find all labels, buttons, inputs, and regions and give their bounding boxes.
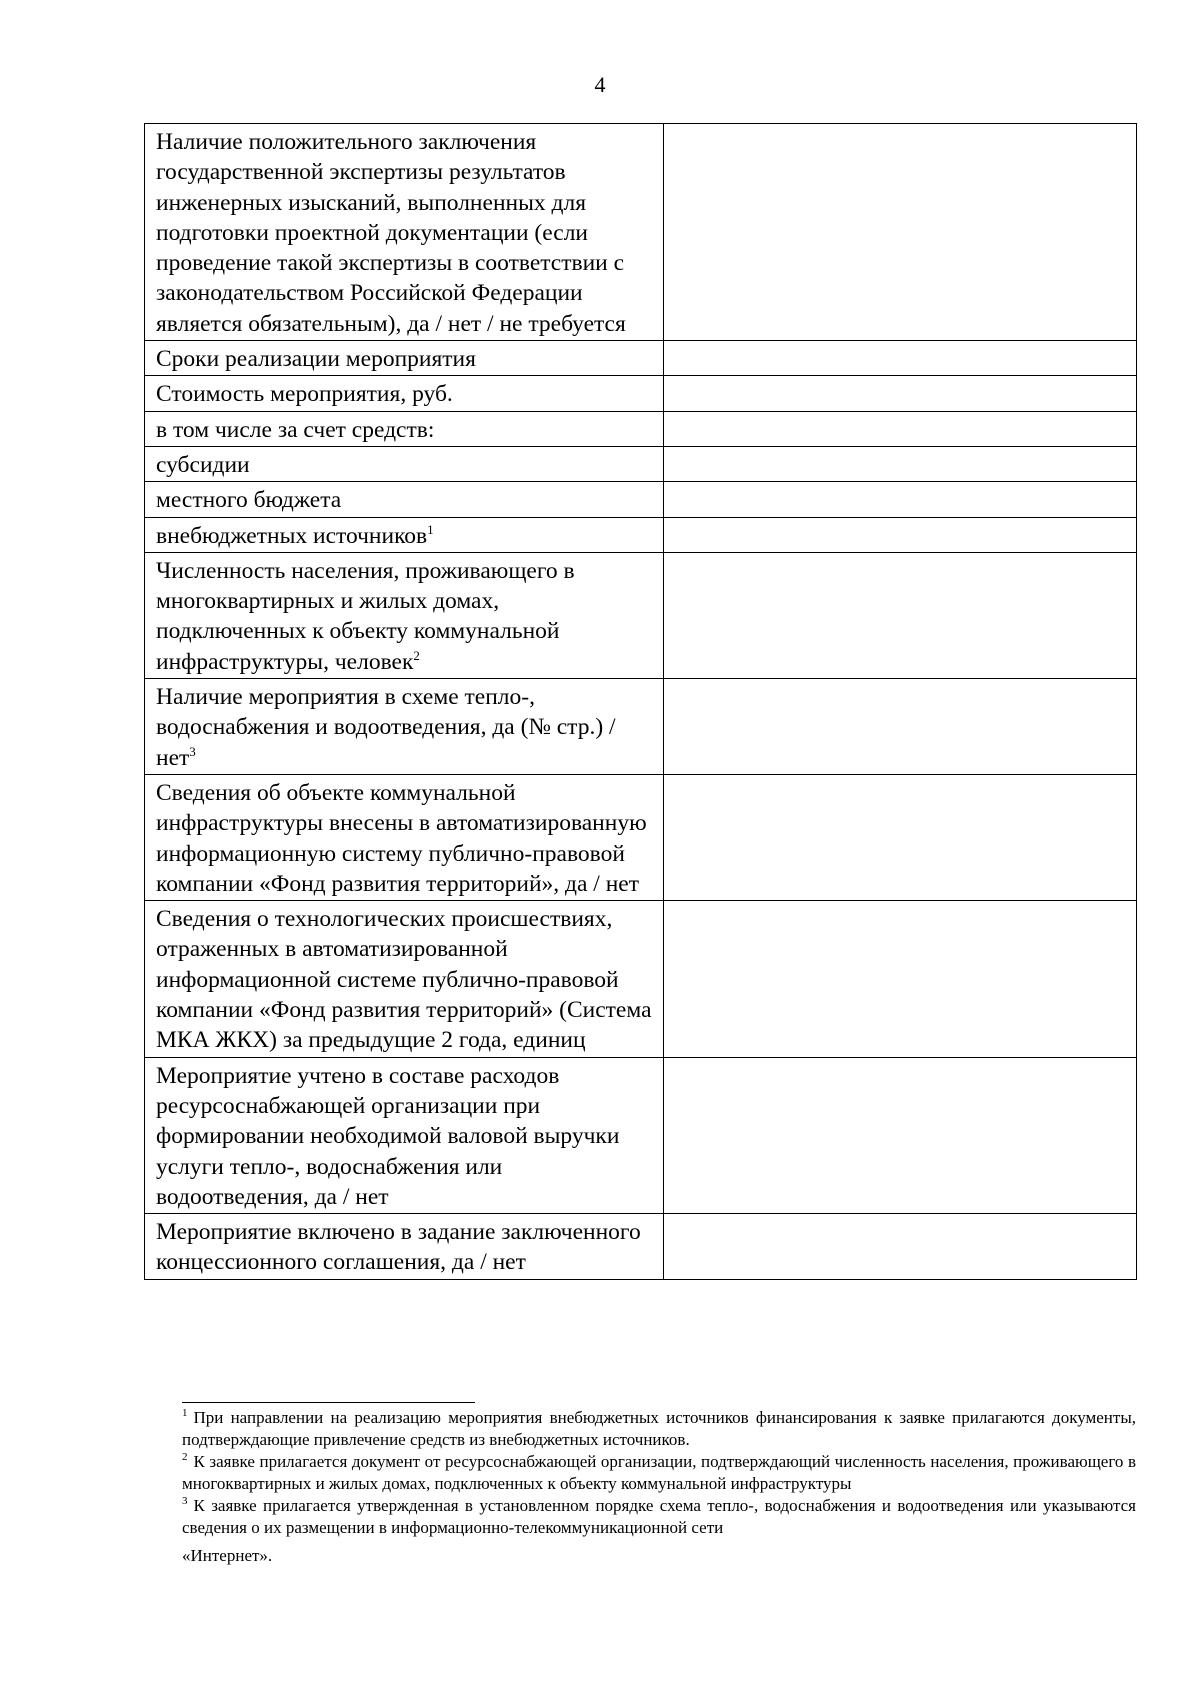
- row-label: Мероприятие учтено в составе расходов ресурсоснабжающей организации при формировании необходимой валовой выручки услуги тепло-, водоснабжения или водоотведения, да / нет: [156, 1062, 620, 1210]
- table-row: [145, 679, 1137, 775]
- row-label: Мероприятие включено в задание заключенного концессионного соглашения, да / нет: [156, 1219, 641, 1276]
- table-row: [145, 124, 1137, 341]
- row-label: местного бюджета: [156, 487, 342, 514]
- row-value-cell[interactable]: [664, 552, 1137, 678]
- row-label: Наличие мероприятия в схеме тепло-, водоснабжения и водоотведения, да (№ стр.) / нет: [156, 684, 616, 771]
- application-form-table: [144, 123, 1137, 1280]
- row-label-cell: [145, 482, 664, 517]
- footnote-text: К заявке прилагается утвержденная в установленном порядке схема тепло-, водоснабжения и водоотведения или указываются сведения о их размещении в информационно-телекоммуникационной сети: [182, 1496, 1136, 1537]
- footnotes-block: [182, 1407, 1136, 1567]
- row-value-cell[interactable]: [664, 517, 1137, 552]
- table-row: [145, 901, 1137, 1057]
- row-value-cell[interactable]: [664, 446, 1137, 481]
- row-label: внебюджетных источников: [156, 522, 428, 549]
- row-value-cell[interactable]: [664, 124, 1137, 341]
- table-row: [145, 482, 1137, 517]
- row-label-cell: [145, 411, 664, 446]
- table-row: [145, 774, 1137, 900]
- table-row: [145, 517, 1137, 552]
- row-value-cell[interactable]: [664, 341, 1137, 376]
- row-label-cell: [145, 552, 664, 678]
- footnote-2: [182, 1451, 1136, 1495]
- row-value-cell[interactable]: [664, 1214, 1137, 1280]
- footnote-text: К заявке прилагается документ от ресурсоснабжающей организации, подтверждающий численность населения, проживающего в многоквартирных и жилых домах, подключенных к объекту коммунальной инфраструктуры: [182, 1452, 1136, 1493]
- row-value-cell[interactable]: [664, 376, 1137, 411]
- row-label-cell: [145, 774, 664, 900]
- row-label-cell: [145, 446, 664, 481]
- row-label-cell: [145, 901, 664, 1057]
- row-label-cell: [145, 679, 664, 775]
- row-value-cell[interactable]: [664, 482, 1137, 517]
- row-label: Сроки реализации мероприятия: [156, 346, 476, 373]
- page-number: 4: [594, 72, 606, 97]
- table-row: [145, 376, 1137, 411]
- row-label: Сведения о технологических происшествиях, отраженных в автоматизированной информационной системе публично-правовой компании «Фонд развития территорий» (Система МКА ЖКХ) за предыдущие 2 года, единиц: [156, 906, 652, 1054]
- row-label: Численность населения, проживающего в многоквартирных и жилых домах, подключенных к объекту коммунальной инфраструктуры, человек: [156, 557, 575, 675]
- table-row: [145, 411, 1137, 446]
- footnote-3: [182, 1495, 1136, 1567]
- table-row: [145, 341, 1137, 376]
- row-value-cell[interactable]: [664, 411, 1137, 446]
- footnote-text-tail: «Интернет».: [182, 1546, 273, 1565]
- row-label: субсидии: [156, 451, 250, 478]
- footnote-ref[interactable]: 2: [413, 647, 420, 663]
- row-label: Стоимость мероприятия, руб.: [156, 381, 453, 408]
- row-label-cell: [145, 517, 664, 552]
- table-row: [145, 446, 1137, 481]
- footnote-mark: 3: [182, 1495, 188, 1507]
- row-label-cell: [145, 341, 664, 376]
- footnote-ref[interactable]: 1: [427, 521, 434, 537]
- footnote-separator: [182, 1402, 475, 1403]
- row-label-cell: [145, 1057, 664, 1213]
- row-value-cell[interactable]: [664, 901, 1137, 1057]
- row-label: Наличие положительного заключения государственной экспертизы результатов инженерных изысканий, выполненных для подготовки проектной документации (если проведение такой экспертизы в соответствии с законодательством Российской Федерации является обязательным), да / нет / не требуется: [156, 129, 626, 337]
- row-label-cell: [145, 376, 664, 411]
- footnote-text: При направлении на реализацию мероприятия внебюджетных источников финансирования к заявке прилагаются документы, подтверждающие привлечение средств из внебюджетных источников.: [182, 1408, 1136, 1449]
- row-value-cell[interactable]: [664, 1057, 1137, 1213]
- footnote-1: [182, 1407, 1136, 1451]
- table-row: [145, 552, 1137, 678]
- footnote-mark: 2: [182, 1451, 188, 1463]
- table-row: [145, 1214, 1137, 1280]
- row-label-cell: [145, 124, 664, 341]
- footnote-ref[interactable]: 3: [189, 743, 196, 759]
- table-row: [145, 1057, 1137, 1213]
- row-value-cell[interactable]: [664, 679, 1137, 775]
- footnote-mark: 1: [182, 1407, 188, 1419]
- row-value-cell[interactable]: [664, 774, 1137, 900]
- row-label: Сведения об объекте коммунальной инфраструктуры внесены в автоматизированную информационную систему публично-правовой компании «Фонд развития территорий», да / нет: [156, 779, 647, 897]
- row-label-cell: [145, 1214, 664, 1280]
- row-label: в том числе за счет средств:: [156, 416, 435, 443]
